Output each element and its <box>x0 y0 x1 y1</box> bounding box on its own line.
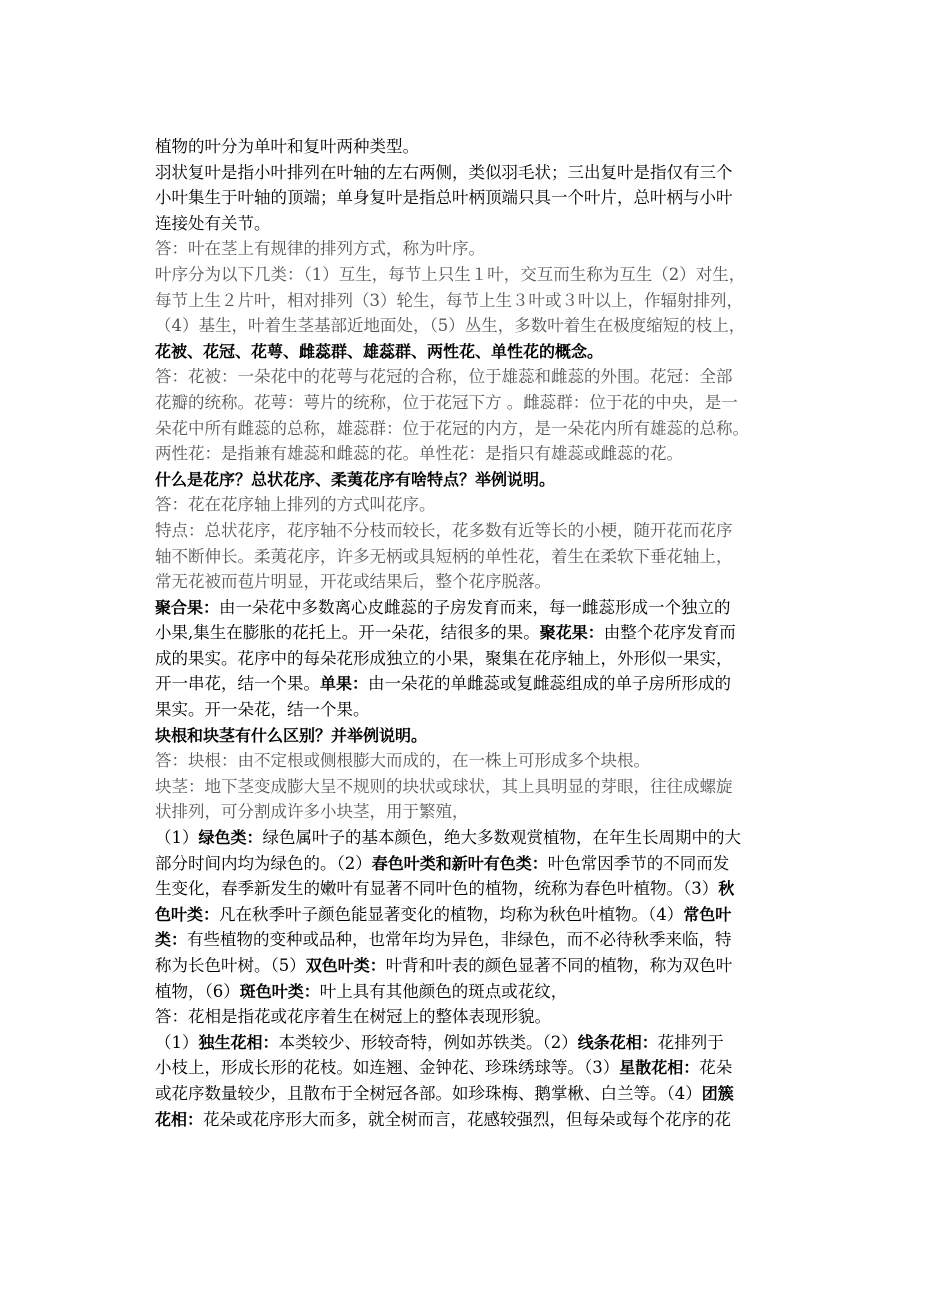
paragraph-stem-tuber <box>155 774 803 825</box>
bold-term: 类： <box>155 930 188 950</box>
answer-root-tuber <box>155 748 803 774</box>
text-line: 块茎：地下茎变成膨大呈不规则的块状或球状，其上具明显的芽眼，往往成螺旋 <box>155 776 733 796</box>
text-line: 状排列，可分割成许多小块茎，用于繁殖， <box>155 802 469 822</box>
text-line: 羽状复叶是指小叶排列在叶轴的左右两侧，类似羽毛状；三出复叶是指仅有三个 <box>155 162 733 182</box>
text-run: 叶色常因季节的不同而发 <box>547 853 730 873</box>
text-line: 植物的叶分为单叶和复叶两种类型。 <box>155 137 419 156</box>
paragraph-leaf-color-types <box>155 825 803 1004</box>
heading-text: 什么是花序？总状花序、柔荑花序有啥特点？举例说明。 <box>155 469 556 489</box>
bold-term: 聚合果： <box>155 597 220 617</box>
text-line <box>155 595 803 621</box>
text-line: 答：花相是指花或花序着生在树冠上的整体表现形貌。 <box>155 1007 551 1027</box>
text-run: 凡在秋季叶子颜色能显著变化的植物，均称为秋色叶植物。（4） <box>219 904 684 924</box>
bold-term: 线条花相： <box>577 1032 658 1052</box>
text-line: 花瓣的统称。花萼：萼片的统称，位于花冠下方 。雌蕊群：位于花的中央，是一 <box>155 392 738 412</box>
text-run: （1） <box>155 1032 199 1052</box>
text-run: 小果,集生在膨胀的花托上。开一朵花，结很多的果。 <box>155 623 540 643</box>
bold-term: 色叶类： <box>155 904 220 924</box>
paragraph-fruit-types <box>155 595 803 723</box>
text-line: （4）基生，叶着生茎基部近地面处，（5）丛生，多数叶着生在极度缩短的枝上， <box>155 316 746 336</box>
text-line <box>155 851 803 877</box>
text-line: 每节上生２片叶，相对排列（3）轮生，每节上生３叶或３叶以上，作辐射排列， <box>155 290 743 310</box>
text-line <box>155 1107 803 1133</box>
heading-flower-parts <box>155 339 803 365</box>
bold-term: 双色叶类： <box>305 956 386 975</box>
paragraph-leaf-types <box>155 134 803 160</box>
text-line: 朵花中所有雌蕊的总称，雄蕊群：位于花冠的内方，是一朵花内所有雄蕊的总称。 <box>155 418 749 438</box>
text-line: 叶序分为以下几类：（1）互生，每节上只生１叶，交互而生称为互生（2）对生， <box>155 264 746 284</box>
heading-inflorescence <box>155 467 803 493</box>
text-line <box>155 671 803 697</box>
text-line: 常无花被而苞片明显，开花或结果后，整个花序脱落。 <box>155 572 551 592</box>
text-line: 答：花被：一朵花中的花萼与花冠的合称，位于雄蕊和雌蕊的外围。花冠：全部 <box>155 367 733 387</box>
bold-term: 聚花果： <box>539 623 604 643</box>
text-line: 小叶集生于叶轴的顶端；单身复叶是指总叶柄顶端只具一个叶片，总叶柄与小叶 <box>155 188 733 208</box>
text-line <box>155 979 803 1005</box>
text-line <box>155 620 803 646</box>
document-body <box>155 134 803 1132</box>
text-line: 特点：总状花序，花序轴不分枝而较长，花多数有近等长的小梗，随开花而花序 <box>155 520 733 540</box>
heading-tuber <box>155 723 803 749</box>
paragraph-compound-leaf <box>155 160 803 237</box>
bold-term: 秋 <box>718 879 735 899</box>
text-run: 花朵 <box>699 1058 733 1078</box>
text-run: 植物，（6） <box>155 981 240 1001</box>
text-line: 答：叶在茎上有规律的排列方式，称为叶序。 <box>155 239 485 259</box>
text-run: 花朵或花序形大而多，就全树而言，花感较强烈，但每朵或每个花序的花 <box>203 1109 732 1129</box>
text-line: 轴不断伸长。柔荑花序，许多无柄或具短柄的单性花，着生在柔软下垂花轴上， <box>155 546 733 566</box>
text-run: 部分时间内均为绿色的。（2） <box>155 853 372 873</box>
text-run: 叶背和叶表的颜色显著不同的植物，称为双色叶 <box>385 956 733 975</box>
text-run: 或花序数量较少，且散布于全树冠各部。如珍珠梅、鹅掌楸、白兰等。（4） <box>155 1083 702 1103</box>
text-run: （1） <box>155 828 199 848</box>
heading-text: 花被、花冠、花萼、雌蕊群、雄蕊群、两性花、单性花的概念。 <box>155 341 604 361</box>
answer-inflorescence <box>155 492 803 518</box>
text-line <box>155 697 803 723</box>
text-run: 有些植物的变种或品种，也常年均为异色，非绿色，而不必待秋季来临，特 <box>187 930 732 950</box>
text-run: 由一朵花中多数离心皮雌蕊的子房发育而来，每一雌蕊形成一个独立的 <box>219 597 731 617</box>
text-line <box>155 927 803 953</box>
text-line <box>155 1055 803 1081</box>
text-run: 叶上具有其他颜色的斑点或花纹， <box>319 981 568 1001</box>
text-run: 绿色属叶子的基本颜色，绝大多数观赏植物，在年生长周期中的大 <box>262 828 742 848</box>
text-line: 两性花：是指兼有雄蕊和雌蕊的花。单性花：是指只有雄蕊或雌蕊的花。 <box>155 444 683 464</box>
text-run: 称为长色叶树。（5） <box>155 956 306 975</box>
text-run: 成的果实。花序中的每朵花形成独立的小果，聚集在花序轴上，外形似一果实， <box>155 648 733 668</box>
bold-term: 斑色叶类： <box>239 981 320 1001</box>
text-line: 答：花在花序轴上排列的方式叫花序。 <box>155 495 436 515</box>
text-line <box>155 646 803 672</box>
heading-text: 块根和块茎有什么区别？并举例说明。 <box>155 725 428 745</box>
text-line: 连接处有关节。 <box>155 213 271 233</box>
bold-term: 星散花相： <box>619 1058 700 1078</box>
bold-term: 单果： <box>320 674 369 694</box>
paragraph-inflorescence-features <box>155 518 803 595</box>
bold-term: 绿色类： <box>198 828 263 848</box>
text-run: 果实。开一朵花，结一个果。 <box>155 700 370 720</box>
answer-flower-form <box>155 1004 803 1030</box>
text-line <box>155 1081 803 1107</box>
text-run: 开一串花，结一个果。 <box>155 674 320 694</box>
bold-term: 花相： <box>155 1109 204 1129</box>
bold-term: 独生花相： <box>198 1032 279 1052</box>
text-run: 生变化，春季新发生的嫩叶有显著不同叶色的植物，统称为春色叶植物。（3） <box>155 879 719 899</box>
text-line <box>155 953 803 979</box>
text-line <box>155 825 803 851</box>
bold-term: 春色叶类和新叶有色类： <box>371 853 548 873</box>
bold-term: 团簇 <box>701 1083 734 1103</box>
text-run: 花排列于 <box>657 1032 724 1052</box>
text-run: 本类较少、形较奇特，例如苏铁类。（2） <box>278 1032 578 1052</box>
text-line <box>155 876 803 902</box>
text-run: 小枝上，形成长形的花枝。如连翘、金钟花、珍珠绣球等。（3） <box>155 1058 620 1078</box>
answer-flower-parts <box>155 364 803 466</box>
paragraph-phyllotaxy-types <box>155 262 803 339</box>
text-line: 答：块根：由不定根或侧根膨大而成的，在一株上可形成多个块根。 <box>155 751 650 771</box>
answer-phyllotaxy <box>155 236 803 262</box>
bold-term: 常色叶 <box>683 904 732 924</box>
paragraph-flower-form-types <box>155 1030 803 1132</box>
text-run: 由一朵花的单雌蕊或复雌蕊组成的单子房所形成的 <box>368 674 732 694</box>
text-line <box>155 902 803 928</box>
text-run: 由整个花序发育而 <box>603 623 736 643</box>
text-line <box>155 1030 803 1056</box>
